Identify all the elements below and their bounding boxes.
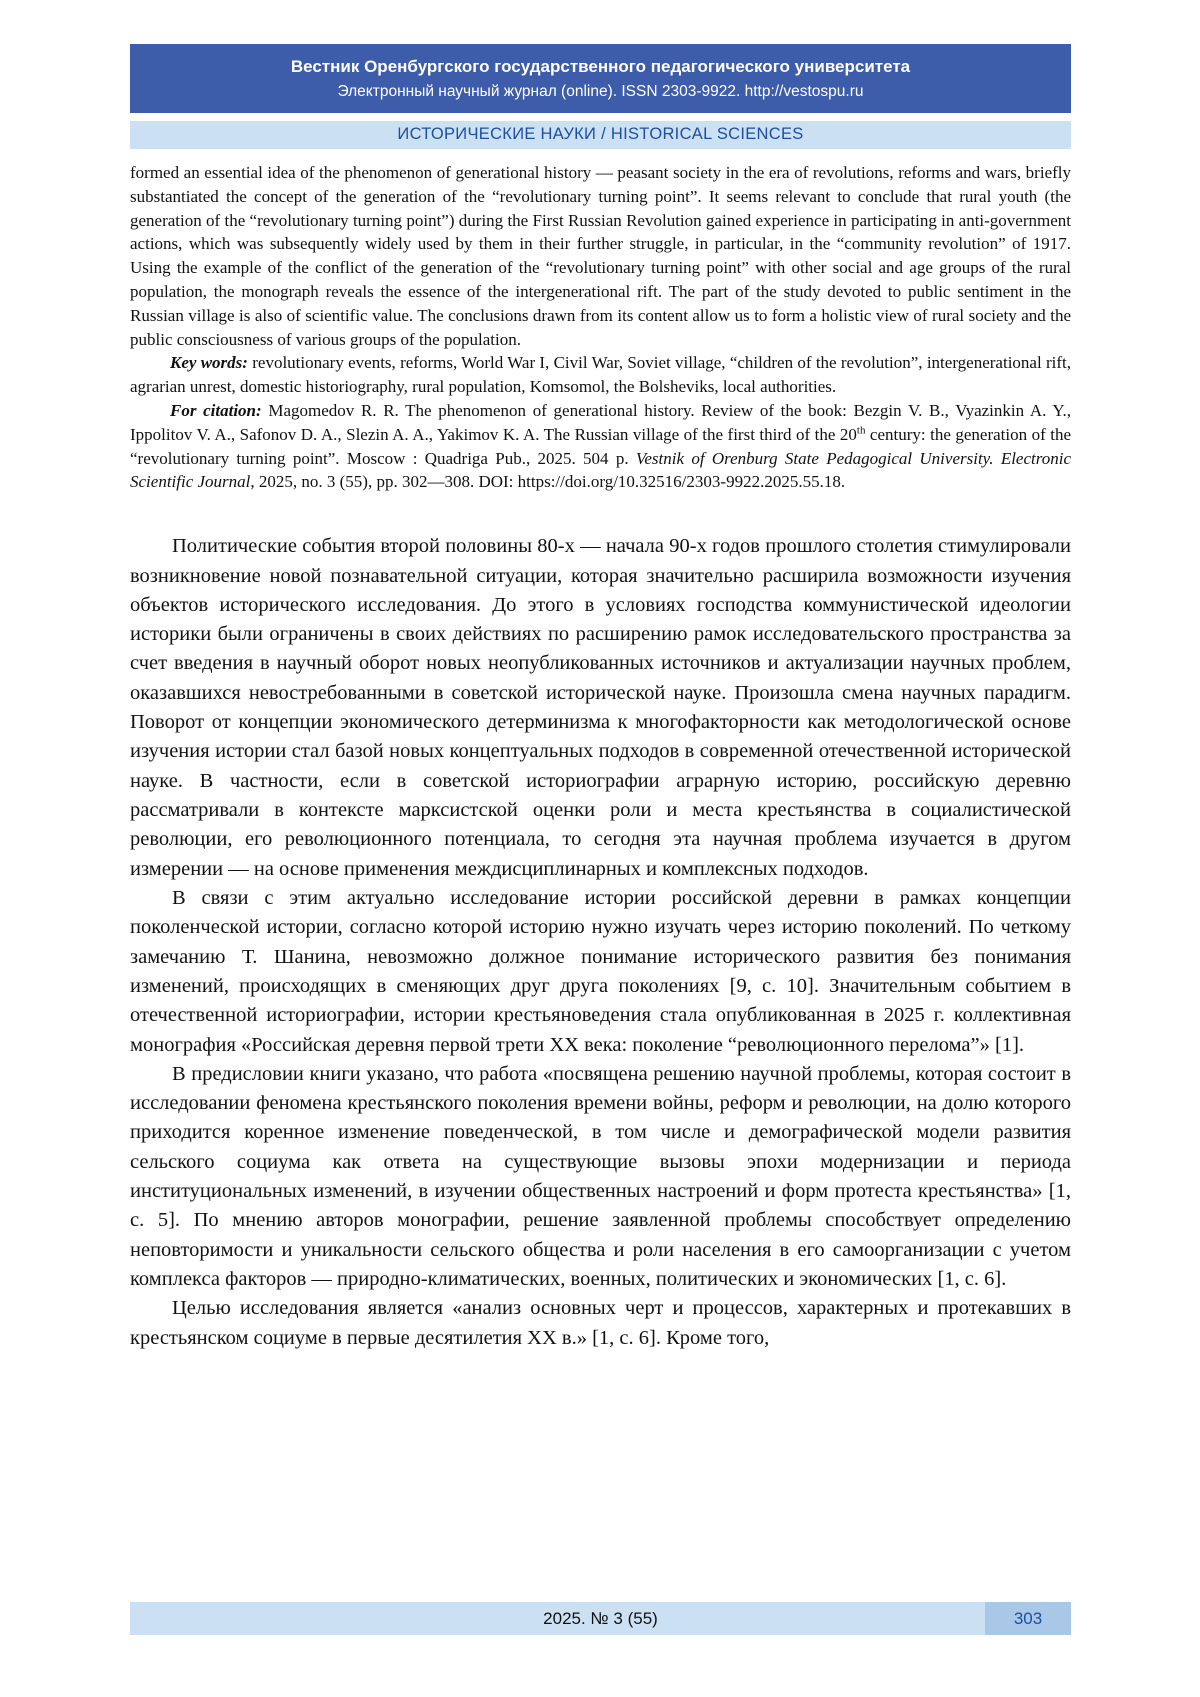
journal-subtitle: Электронный научный журнал (online). ISSN 2303-9922. http://vestospu.ru: [337, 82, 864, 100]
footer-issue: 2025. № 3 (55): [543, 1608, 658, 1628]
article-body: [130, 532, 1071, 1353]
citation-label: For citation:: [170, 401, 262, 421]
footer-band: [130, 1602, 1071, 1635]
keywords-label: Key words:: [170, 353, 248, 373]
body-paragraph-4: Целью исследования является «анализ основных черт и процессов, характерных и протекавших в крестьянском социуме в первые десятилетия XX в.» [1, с. 6]. Кроме того,: [130, 1297, 1071, 1349]
body-paragraph-3: В предисловии книги указано, что работа «посвящена решению научной проблемы, которая состоит в исследовании феномена крестьянского поколения времени войны, реформ и революции, на долю которого приходится коренное изменение поведенческой, в том числе и демографической модели развития сельского социума как ответа на существующие вызовы эпохи модернизации и периода институциональных изменений, в изучении общественных настроений и форм протеста крестьянства» [1, с. 5]. По мнению авторов монографии, решение заявленной проблемы способствует определению неповторимости и уникальности сельского общества и роли населения в его самоорганизации с учетом комплекса факторов — природно-климатических, военных, политических и экономических [1, с. 6].: [130, 1062, 1071, 1291]
section-title: ИСТОРИЧЕСКИЕ НАУКИ / HISTORICAL SCIENCES: [397, 125, 804, 144]
abstract-text: formed an essential idea of the phenomenon of generational history — peasant society in the era of revolutions, reforms and wars, briefly substantiated the concept of the generation of the “revolutionary turning point”. It seems relevant to conclude that rural youth (the generation of the “revolutionary turning point”) during the First Russian Revolution gained experience in participating in anti-government actions, which was subsequently widely used by them in their further struggle, in particular, in the “community revolution” of 1917. Using the example of the conflict of the generation of the “revolutionary turning point” with other social and age groups of the rural population, the monograph reveals the essence of the intergenerational rift. The part of the study devoted to public sentiment in the Russian village is also of scientific value. The conclusions drawn from its content allow us to form a holistic view of rural society and the public consciousness of various groups of the population.: [130, 163, 1071, 349]
body-paragraph-2: В связи с этим актуально исследование истории российской деревни в рамках концепции поколенческой истории, согласно которой историю нужно изучать через историю поколений. По четкому замечанию Т. Шанина, невозможно должное понимание исторического развития без понимания изменений, происходящих в сменяющих друг друга поколениях [9, с. 10]. Значительным событием в отечественной историографии, истории крестьяноведения стала опубликованная в 2025 г. коллективная монография «Российская деревня первой трети XX века: поколение “революционного перелома”» [1].: [130, 886, 1071, 1056]
abstract-block: [130, 161, 1071, 494]
journal-title: Вестник Оренбургского государственного педагогического университета: [290, 57, 911, 76]
page-number: 303: [1013, 1608, 1043, 1628]
citation-paragraph: [130, 399, 1071, 494]
keywords-paragraph: [130, 351, 1071, 399]
body-paragraph-1: Политические события второй половины 80-х — начала 90-х годов прошлого столетия стимулировали возникновение новой познавательной ситуации, которая значительно расширила возможности изучения объектов исторического исследования. До этого в условиях господства коммунистической идеологии историки были ограничены в своих действиях по расширению рамок исследовательского пространства за счет введения в научный оборот новых неопубликованных источников и актуализации научных проблем, оказавшихся невостребованными в советской исторической науке. Произошла смена научных парадигм. Поворот от концепции экономического детерминизма к многофакторности как методологической основе изучения истории стал базой новых концептуальных подходов в современной отечественной исторической науке. В частности, если в советской историографии аграрную историю, российскую деревню рассматривали в контексте марксистской оценки роли и места крестьянства в социалистической революции, его революционного потенциала, то сегодня эта научная проблема изучается в другом измерении — на основе применения междисциплинарных и комплексных подходов.: [130, 535, 1071, 880]
page-content: [130, 44, 1071, 1353]
keywords-text: revolutionary events, reforms, World War I, Civil War, Soviet village, “children of the revolution”, intergenerational rift, agrarian unrest, domestic historiography, rural population, Komsomol, the Bolsheviks, local authorities.: [130, 353, 1071, 397]
citation-text-2: century: the generation of the “revolutionary turning point”. Moscow : Quadriga Pub., 2025. 504 p.: [130, 424, 1072, 468]
page-number-badge: [985, 1602, 1071, 1635]
journal-header: [130, 44, 1071, 113]
citation-superscript: th: [856, 424, 866, 437]
citation-text-3: , 2025, no. 3 (55), pp. 302—308. DOI: https://doi.org/10.32516/2303-9922.2025.55.18.: [250, 472, 846, 492]
citation-text-1: Magomedov R. R. The phenomenon of generational history. Review of the book: Bezgin V. B., Vyazinkin A. Y., Ippolitov V. A., Safonov D. A., Slezin A. A., Yakimov K. A. The Russian village of the first third of the 20: [130, 401, 1072, 444]
section-band: [130, 121, 1071, 149]
citation-journal-title: Vestnik of Orenburg State Pedagogical University. Electronic Scientific Journal: [130, 448, 1071, 492]
